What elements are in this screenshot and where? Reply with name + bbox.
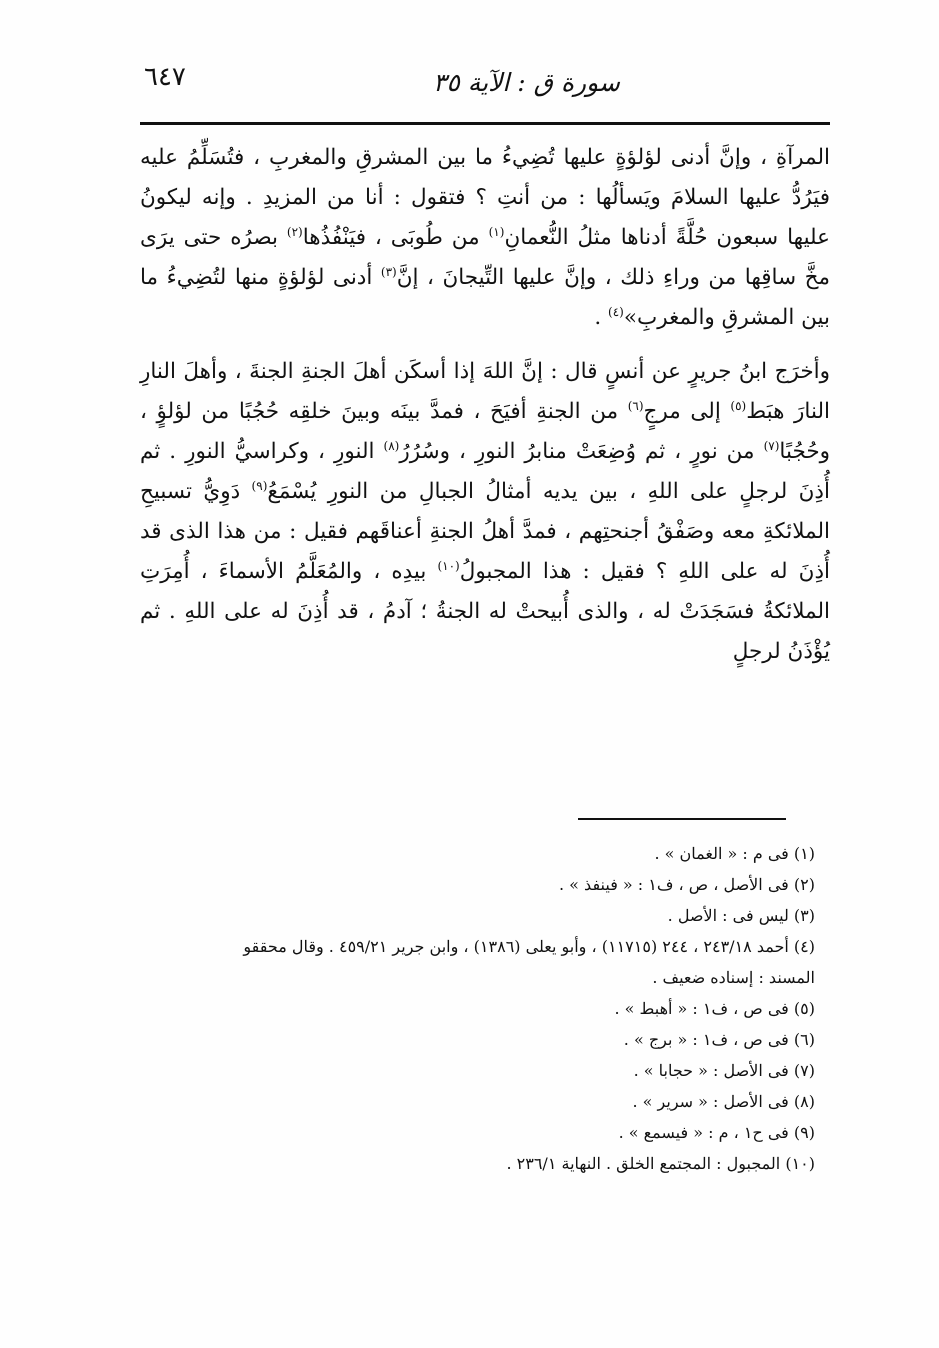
paragraph	[140, 138, 830, 338]
text-segment: أدنى لؤلؤةٍ منها لتُضِيءُ ما بين المشرقِ والمغربِ»	[140, 265, 830, 330]
page-number: ٦٤٧	[144, 62, 186, 92]
text-segment: بصرُه حتى يرَى مخَّ ساقِها من وراءِ ذلك ، وإنَّ عليها التِّيجانَ ، إنَّ	[140, 225, 830, 290]
footnote-ref: (٥)	[730, 398, 747, 413]
footnote-ref: (٦)	[627, 398, 644, 413]
running-head-title: سورة ق : الآية ٣٥	[432, 68, 620, 97]
footnote-ref: (٩)	[251, 478, 268, 493]
main-text	[140, 138, 830, 672]
footnote: (٣) ليس فى : الأصل .	[667, 906, 815, 925]
footnote: (١٠) المجبول : المجتمع الخلق . النهاية ٢٣٦/١ .	[506, 1154, 815, 1173]
text-segment: من طُوبَى ، فيَنْفُذُها	[302, 225, 489, 250]
footnote-ref: (٢)	[286, 224, 303, 239]
footnote-ref: (٤)	[608, 304, 624, 319]
footnote: (١) فى م : « الغمان » .	[654, 844, 815, 863]
footnote-ref: (٧)	[763, 438, 780, 453]
text-segment: بيدِه ، والمُعَلَّمُ الأسماءَ ، أُمِرَتِ الملائكةُ فسَجَدَتْ له ، والذى أُبيحتْ له الجنةُ ؛ آدمُ ، قد أُذِنَ له على اللهِ . ثم يُؤْذَنُ لرجلٍ	[140, 559, 830, 664]
footnote-continuation: المسند : إسناده ضعيف .	[652, 968, 815, 987]
footnote: (٤) أحمد ٢٤٣/١٨ ، ٢٤٤ (١١٧١٥) ، وأبو يعلى (١٣٨٦) ، وابن جرير ٤٥٩/٢١ . وقال محققو	[243, 937, 815, 956]
footnote-ref: (١٠)	[437, 558, 460, 573]
text-segment: من الجنةِ أفيَحَ ، فمدَّ بينَه وبينَ خلقِه حُجُبًا من لؤلؤٍ ، وحُجُبًا	[140, 399, 830, 464]
footnote-ref: (٨)	[383, 438, 400, 453]
footnote: (٥) فى ص ، ف١ : « أهبط » .	[614, 999, 815, 1018]
text-segment: .	[594, 305, 609, 330]
text-segment: المرآةِ ، وإنَّ أدنى لؤلؤةٍ عليها تُضِيءُ ما بين المشرقِ والمغربِ ، فتُسَلِّمُ عليه فيَرُدُّ عليها السلامَ ويَسألُها : من أنتِ ؟ فتقول : أنا من المزيدِ . وإنه ليكونُ عليها سبعون حُلَّةً أدناها مثلُ النُّعمانِ	[140, 145, 831, 250]
footnote: (٧) فى الأصل : « حجابا » .	[633, 1061, 815, 1080]
footnote: (٨) فى الأصل : « سرير » .	[632, 1092, 815, 1111]
page-header	[140, 50, 830, 112]
text-segment: دَوِيُّ تسبيحِ الملائكةِ معه وصَفْقُ أجنحتِهم ، فمدَّ أهلُ الجنةِ أعناقَهم فقيل : من هذا الذى قد أُذِنَ له على اللهِ ؟ فقيل : هذا المجبولُ	[140, 479, 830, 584]
footnote: (٢) فى الأصل ، ص ، ف١ : « فينفذ » .	[559, 875, 815, 894]
footnote-separator	[578, 818, 786, 820]
footnote-ref: (١)	[488, 224, 505, 239]
footnote: (٩) فى ح١ ، م : « فيسمع » .	[618, 1123, 815, 1142]
text-segment: النورِ ، وكراسيُّ النورِ . ثم أُذِنَ لرجلٍ على اللهِ ، بين يديه أمثالُ الجبالِ من النورِ يُسْمَعُ	[140, 439, 830, 504]
text-segment: من نورٍ ، ثم وُضِعَتْ منابرُ النورِ ، وسُرُرُ	[399, 439, 764, 464]
footnote-ref: (٣)	[380, 264, 397, 279]
text-segment: وأخرَج ابنُ جريرٍ عن أنسٍ قال : إنَّ اللهَ إذا أسكَن أهلَ الجنةِ الجنةَ ، وأهلَ النارِ النارَ هبَط	[140, 359, 830, 424]
header-rule	[140, 122, 830, 125]
paragraph	[140, 352, 830, 672]
text-segment: إلى مرجٍ	[643, 399, 731, 424]
footnote: (٦) فى ص ، ف١ : « برج » .	[623, 1030, 815, 1049]
footnotes	[110, 838, 815, 1179]
